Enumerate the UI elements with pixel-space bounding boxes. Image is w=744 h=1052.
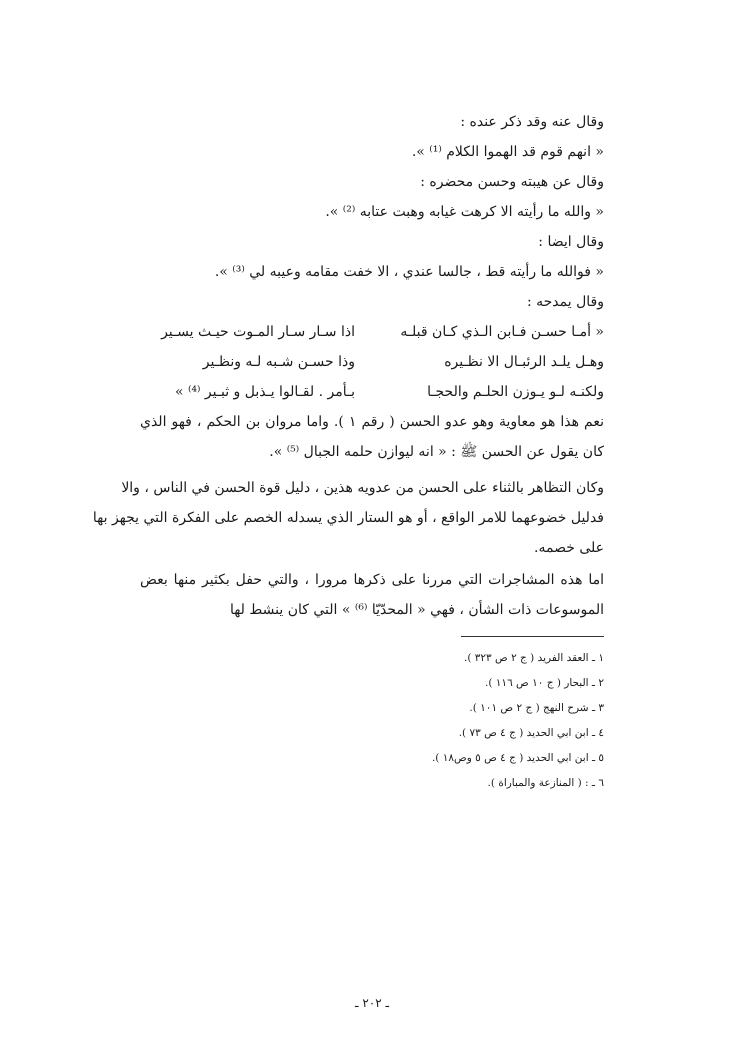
footnote: ١ ـ العقد الفريد ( ج ٢ ص ٣٢٣ ). [464, 652, 604, 664]
poem-verse [140, 382, 604, 402]
verse-second-hemistich: اذا سـار سـار المـوت حيـث يسـير [161, 324, 355, 340]
footnote: ٥ ـ ابن ابي الحديد ( ج ٤ ص ٥ وص١٨ ). [431, 752, 604, 764]
verse-first-hemistich: ولكنـه لـو يـوزن الحلـم والحجـا [427, 384, 604, 400]
paragraph-line: على خصمه. [534, 540, 604, 556]
paragraph-line: اما هذه المشاجرات التي مررنا على ذكرها مرورا ، والتي حفل بكثير منها بعض [140, 572, 604, 588]
verse-first-hemistich: « أمـا حسـن فـابن الـذي كـان قبلـه [400, 324, 604, 340]
text-line: وقال ايضا : [538, 234, 604, 250]
footnote: ٤ ـ ابن ابي الحديد ( ج ٤ ص ٧٣ ). [458, 727, 604, 739]
quote-line: « انهم قوم قد الهموا الكلام ⁽¹⁾ ». [411, 144, 604, 160]
text-line: وقال عنه وقد ذكر عنده : [460, 114, 604, 130]
paragraph-line: كان يقول عن الحسن ﷺ : « انه ليوازن حلمه الجبال ⁽⁵⁾ ». [269, 444, 604, 460]
verse-second-hemistich: وذا حسـن شـبه لـه ونظـير [202, 354, 355, 370]
text-line: وقال يمدحه : [526, 294, 604, 310]
verse-second-hemistich: بـأمر . لقـالوا يـذبل و ثبـير ⁽⁴⁾ » [174, 384, 355, 400]
footnote: ٣ ـ شرح النهج ( ج ٢ ص ١٠١ ). [469, 702, 604, 714]
paragraph-line: وكان التظاهر بالثناء على الحسن من عدويه هذين ، دليل قوة الحسن في الناس ، والا [121, 480, 604, 496]
footnote: ٢ ـ البحار ( ج ١٠ ص ١١٦ ). [485, 677, 604, 689]
paragraph-line: نعم هذا هو معاوية وهو عدو الحسن ( رقم ١ ). واما مروان بن الحكم ، فهو الذي [140, 414, 604, 430]
text-line: وقال عن هيبته وحسن محضره : [420, 174, 604, 190]
footnote: ٦ ـ : ( المنازعة والمباراة ). [487, 777, 604, 789]
verse-first-hemistich: وهـل يلـد الرئبـال الا نظـيره [444, 354, 604, 370]
paragraph-line: فدليل خضوعهما للامر الواقع ، أو هو الستار الذي يسدله الخصم على الفكرة التي يجهز بها [92, 510, 604, 526]
poem-verse [140, 322, 604, 342]
footnote-separator [461, 636, 604, 637]
quote-line: « والله ما رأيته الا كرهت غيابه وهبت عتابه ⁽²⁾ ». [325, 204, 604, 220]
paragraph-line: الموسوعات ذات الشأن ، فهي « المحدّيّا ⁽⁶⁾ » التي كان ينشط لها [229, 602, 604, 618]
page-number: ـ ٢٠٢ ـ [354, 996, 390, 1010]
quote-line: « فوالله ما رأيته قط ، جالسا عندي ، الا خفت مقامه وعيبه لي ⁽³⁾ ». [214, 264, 604, 280]
poem-verse [140, 352, 604, 372]
